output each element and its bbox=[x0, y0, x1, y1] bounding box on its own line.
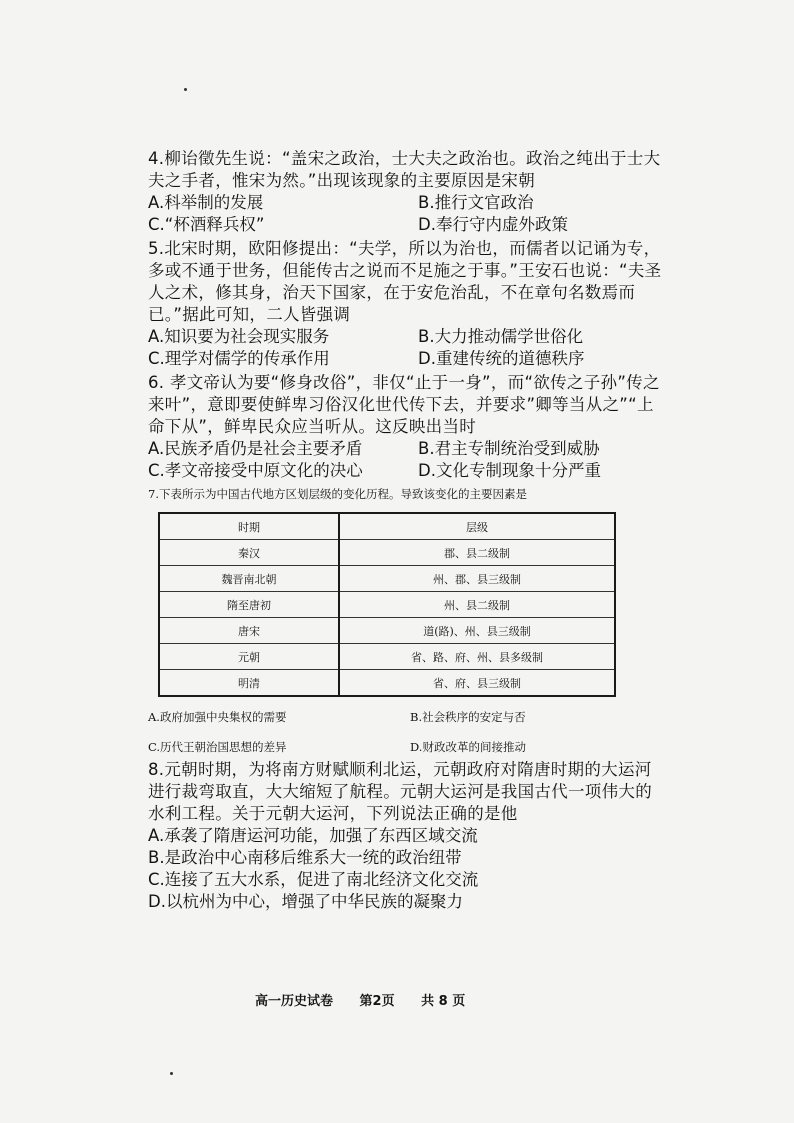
question-6 bbox=[148, 372, 668, 482]
option-d: D.奉行守内虚外政策 bbox=[418, 215, 568, 234]
option-b: B.社会秩序的安定与否 bbox=[410, 710, 526, 724]
table-row bbox=[159, 566, 615, 592]
option-d: D.重建传统的道德秩序 bbox=[418, 349, 585, 368]
question-content bbox=[148, 148, 668, 915]
option-c: C.连接了五大水系，促进了南北经济文化交流 bbox=[148, 870, 479, 889]
option-c: C.历代王朝治国思想的差异 bbox=[148, 740, 287, 754]
region-level-table bbox=[158, 512, 616, 697]
question-4 bbox=[148, 148, 668, 236]
table-row bbox=[159, 592, 615, 618]
table-cell-level: 州、县二级制 bbox=[339, 592, 615, 618]
question-5 bbox=[148, 238, 668, 370]
option-list bbox=[148, 825, 668, 913]
table-row bbox=[159, 644, 615, 670]
question-stem: 7.下表所示为中国古代地方区划层级的变化历程。导致该变化的主要因素是 bbox=[148, 487, 527, 501]
table-cell-level: 郡、县二级制 bbox=[339, 540, 615, 566]
option-d: D.文化专制现象十分严重 bbox=[418, 461, 601, 480]
question-8 bbox=[148, 759, 668, 913]
option-b: B.推行文官政治 bbox=[418, 193, 534, 212]
table-row bbox=[159, 618, 615, 644]
table-cell-period: 隋至唐初 bbox=[159, 592, 339, 618]
option-b: B.君主专制统治受到威胁 bbox=[418, 439, 600, 458]
table-row bbox=[159, 540, 615, 566]
scan-speck bbox=[184, 88, 187, 91]
option-b: B.是政治中心南移后维系大一统的政治纽带 bbox=[148, 848, 462, 867]
table-cell-period: 明清 bbox=[159, 670, 339, 697]
footer-page-number: 第2页 bbox=[359, 994, 395, 1009]
question-stem: 5.北宋时期，欧阳修提出：“夫学，所以为治也，而儒者以记诵为专，多或不通于世务，但能传古之说而不足施之于事。”王安石也说：“夫圣人之术，修其身，治天下国家，在于安危治乱，不在章句名数焉而已。”据此可知，二人皆强调 bbox=[148, 239, 662, 324]
footer-subject: 高一历史试卷 bbox=[255, 994, 334, 1009]
option-c: C.“杯酒释兵权” bbox=[148, 215, 265, 234]
option-list bbox=[148, 709, 668, 755]
option-b: B.大力推动儒学世俗化 bbox=[418, 327, 584, 346]
table-cell-level: 省、府、县三级制 bbox=[339, 670, 615, 697]
table-cell-level: 省、路、府、州、县多级制 bbox=[339, 644, 615, 670]
option-list bbox=[148, 326, 668, 370]
footer-total-pages: 共 8 页 bbox=[421, 994, 466, 1009]
option-list bbox=[148, 192, 668, 236]
table-header-level: 层级 bbox=[339, 513, 615, 540]
table-cell-period: 魏晋南北朝 bbox=[159, 566, 339, 592]
option-list bbox=[148, 438, 668, 482]
table-header-row bbox=[159, 513, 615, 540]
question-stem: 6. 孝文帝认为要“修身改俗”，非仅“止于一身”，而“欲传之子孙”传之来叶”，意即要使鲜卑习俗汉化世代传下去，并要求”卿等当从之”“上命下从”，鲜卑民众应当听从。这反映出当时 bbox=[148, 373, 660, 436]
table-cell-period: 元朝 bbox=[159, 644, 339, 670]
table-row bbox=[159, 670, 615, 697]
option-c: C.理学对儒学的传承作用 bbox=[148, 349, 330, 368]
question-stem: 8.元朝时期，为将南方财赋顺利北运，元朝政府对隋唐时期的大运河进行裁弯取直，大大缩短了航程。元朝大运河是我国古代一项伟大的水利工程。关于元朝大运河，下列说法正确的是他 bbox=[148, 760, 652, 823]
option-d: D.财政改革的间接推动 bbox=[410, 740, 526, 754]
scan-speck bbox=[170, 1072, 173, 1075]
option-d: D.以杭州为中心，增强了中华民族的凝聚力 bbox=[148, 892, 463, 911]
table-cell-level: 州、郡、县三级制 bbox=[339, 566, 615, 592]
question-stem: 4.柳诒徵先生说：“盖宋之政治，士大夫之政治也。政治之纯出于士大夫之手者，惟宋为然。”出现该现象的主要原因是宋朝 bbox=[148, 149, 661, 190]
option-a: A.民族矛盾仍是社会主要矛盾 bbox=[148, 439, 363, 458]
page-footer bbox=[255, 990, 555, 1009]
table-cell-level: 道(路)、州、县三级制 bbox=[339, 618, 615, 644]
question-7 bbox=[148, 486, 668, 755]
option-c: C.孝文帝接受中原文化的决心 bbox=[148, 461, 363, 480]
option-a: A.承袭了隋唐运河功能，加强了东西区域交流 bbox=[148, 826, 478, 845]
option-a: A.政府加强中央集权的需要 bbox=[148, 710, 287, 724]
option-a: A.知识要为社会现实服务 bbox=[148, 327, 330, 346]
table-cell-period: 秦汉 bbox=[159, 540, 339, 566]
table-cell-period: 唐宋 bbox=[159, 618, 339, 644]
option-a: A.科举制的发展 bbox=[148, 193, 264, 212]
table-header-period: 时期 bbox=[159, 513, 339, 540]
